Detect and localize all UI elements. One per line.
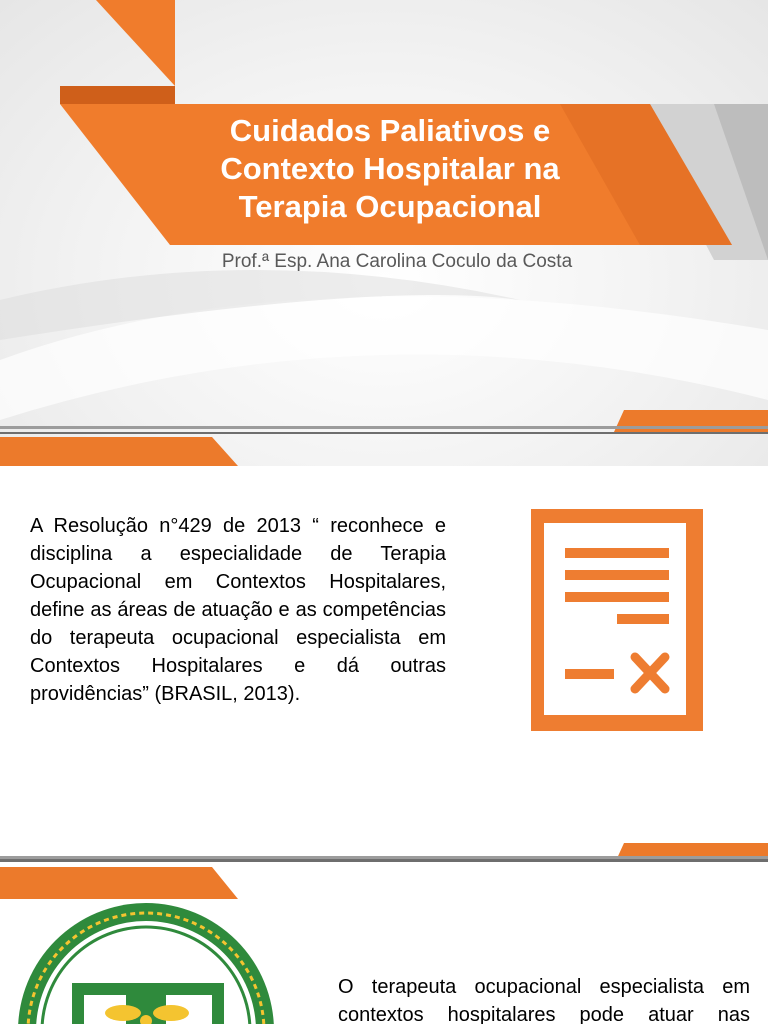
- specialist-paragraph: O terapeuta ocupacional especialista em contextos hospitalares pode atuar nas: [338, 976, 750, 1024]
- slide-title: [150, 112, 630, 226]
- content-slide: [0, 859, 768, 1024]
- title-line: Terapia Ocupacional: [238, 189, 542, 224]
- emblem-icon: [0, 903, 300, 1024]
- title-slide-decoration: [0, 0, 768, 466]
- content-slide-stripes: [0, 466, 768, 859]
- title-slide: [0, 0, 768, 466]
- title-line: Contexto Hospitalar na: [220, 151, 560, 186]
- title-line: Cuidados Paliativos e: [229, 113, 551, 148]
- content-slide: [0, 466, 768, 859]
- slide-subtitle: Prof.ª Esp. Ana Carolina Coculo da Costa: [221, 251, 573, 272]
- resolution-paragraph: A Resolução n°429 de 2013 “ reconhece e disciplina a especialidade de Terapia Ocupacional em Contextos Hospitalares, define as áreas de atuação e as competências do terapeuta ocupacional especialista em Contextos Hospitalares e dá outras providências” (BRASIL, 2013).: [30, 515, 446, 705]
